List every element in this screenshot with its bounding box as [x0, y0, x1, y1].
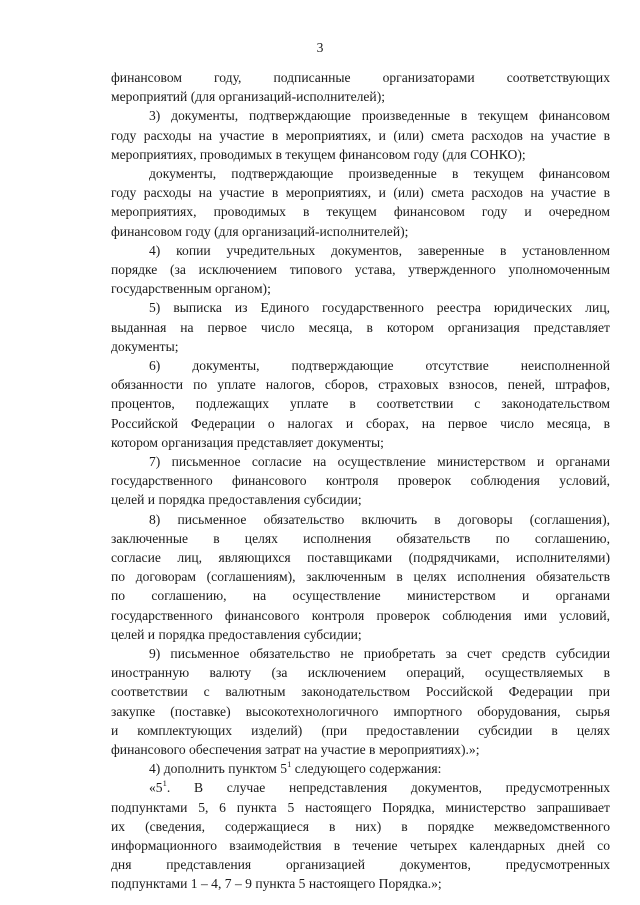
- text-line: котором организация представляет документы;: [111, 434, 384, 450]
- superscript: 1: [162, 777, 167, 788]
- text-line: информационного взаимодействия в течение четырех календарных дней со: [111, 838, 610, 853]
- text-line: году расходы на участие в мероприятиях, и (или) смета расходов на участие в: [111, 185, 610, 201]
- text-line-rest: . В случае непредставления документов, предусмотренных: [166, 780, 610, 796]
- text-line: и комплектующих изделий) (при предоставлении субсидии в целях: [111, 722, 610, 738]
- superscript: 1: [287, 758, 292, 769]
- text-line: согласие лиц, являющихся поставщиками (подрядчиками, исполнителями): [111, 550, 610, 565]
- text-line-rest: следующего содержания:: [291, 761, 442, 777]
- text-line: подпунктами 1 – 4, 7 – 9 пункта 5 настоящего Порядка.»;: [111, 876, 442, 892]
- text-line: 9) письменное обязательство не приобретать за счет средств субсидии: [149, 646, 610, 661]
- page-number: 3: [316, 40, 324, 55]
- text-line: государственного финансового контроля проверок соблюдения условий,: [111, 473, 610, 489]
- text-line: 3) документы, подтверждающие произведенные в текущем финансовом: [149, 108, 610, 124]
- text-line: их (сведения, содержащиеся в них) в порядке межведомственного: [111, 818, 610, 834]
- text-line: документы;: [111, 338, 179, 354]
- text-line-prefix: 4) дополнить пунктом 5: [149, 761, 288, 777]
- text-line: 4) копии учредительных документов, заверенные в установленном: [149, 242, 610, 258]
- text-line: мероприятий (для организаций-исполнителей);: [111, 89, 386, 105]
- text-line: Российской Федерации о налогах и сборах, на первое число месяца, в: [111, 415, 610, 431]
- text-line: [149, 778, 610, 797]
- text-line: финансовом году (для организаций-исполнителей);: [111, 223, 409, 239]
- text-line: закупке (поставке) высокотехнологичного импортного оборудования, сырья: [111, 703, 610, 719]
- text-line: году расходы на участие в мероприятиях, и (или) смета расходов на участие в: [111, 127, 610, 143]
- text-line: соответствии с валютным законодательством Российской Федерации при: [111, 684, 610, 700]
- text-line: 5) выписка из Единого государственного реестра юридических лиц,: [149, 300, 610, 316]
- text-line: процентов, подлежащих уплате в соответствии с законодательством: [111, 396, 610, 412]
- text-line: государственного финансового контроля проверок соблюдения ими условий,: [111, 607, 610, 623]
- text-line: целей и порядка предоставления субсидии;: [111, 492, 362, 508]
- text-line: дня представления организацией документов, предусмотренных: [111, 857, 610, 873]
- text-line: мероприятиях, проводимых в текущем финансовом году (для СОНКО);: [111, 146, 526, 162]
- text-line: мероприятиях, проводимых в текущем финансовом году и очередном: [111, 204, 610, 220]
- text-line: иностранную валюту (за исключением операций, осуществляемых в: [111, 665, 610, 681]
- text-line: финансового обеспечения затрат на участие в мероприятиях).»;: [111, 742, 480, 757]
- text-line: выданная на первое число месяца, в котором организация представляет: [111, 319, 610, 335]
- text-line: подпунктами 5, 6 пункта 5 настоящего Порядка, министерство запрашивает: [111, 799, 610, 815]
- text-line: по договорам (соглашениям), заключенным в целях исполнения обязательств: [111, 569, 610, 585]
- text-line: 8) письменное обязательство включить в договоры (соглашения),: [149, 511, 610, 527]
- text-line: порядке (за исключением типового устава, утвержденного уполномоченным: [111, 262, 610, 277]
- text-line: [149, 759, 610, 778]
- text-line: обязанности по уплате налогов, сборов, страховых взносов, пеней, штрафов,: [111, 377, 610, 393]
- text-line: 6) документы, подтверждающие отсутствие неисполненной: [149, 358, 610, 373]
- text-line: целей и порядка предоставления субсидии;: [111, 626, 362, 642]
- text-line: 7) письменное согласие на осуществление министерством и органами: [149, 454, 610, 469]
- text-line-prefix: «5: [149, 780, 163, 796]
- text-line: документы, подтверждающие произведенные в текущем финансовом: [149, 166, 610, 181]
- text-line: государственным органом);: [111, 281, 271, 297]
- text-line: заключенные в целях исполнения обязательств по соглашению,: [111, 530, 610, 546]
- text-line: по соглашению, на осуществление министерством и органами: [111, 588, 610, 604]
- text-line: финансовом году, подписанные организаторами соответствующих: [111, 70, 610, 85]
